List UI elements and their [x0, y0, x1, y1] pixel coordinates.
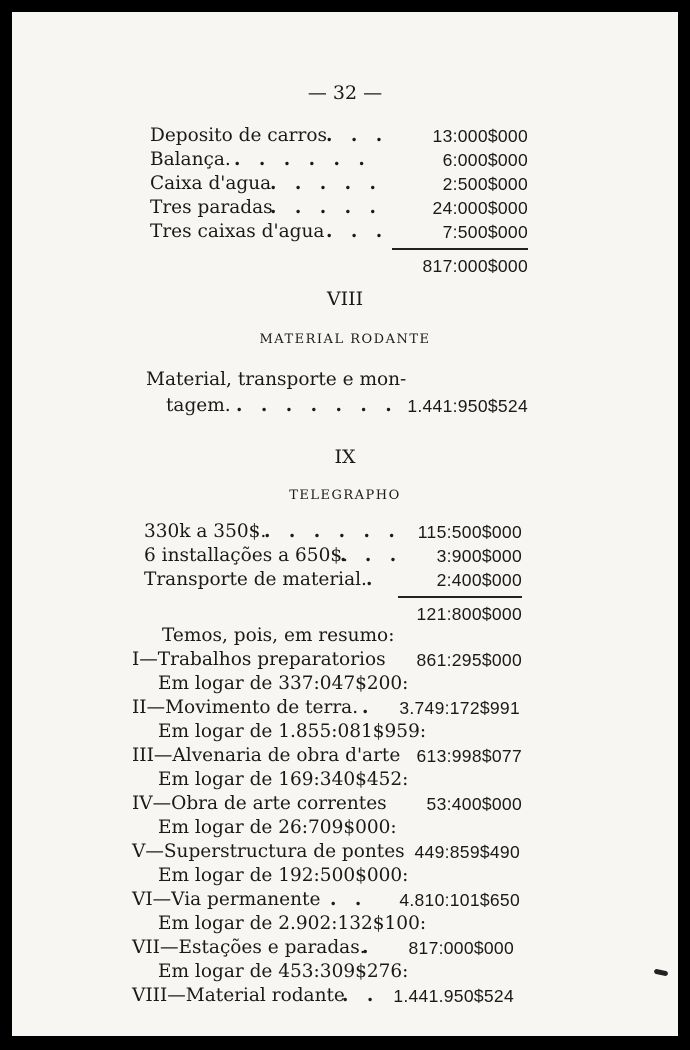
leader-dots: . .: [330, 889, 368, 910]
list-item: [132, 648, 522, 672]
item-label: VII—Estações e paradas.: [132, 937, 366, 958]
list-item: [132, 984, 514, 1008]
item-value: 24:000$000: [432, 198, 528, 218]
list-item: [132, 744, 522, 768]
paragraph-line: Material, transporte e mon-: [146, 369, 407, 390]
leader-dots: .: [366, 569, 379, 590]
item-label: 6 installações a 650$.: [144, 545, 348, 566]
section-total: 817:000$000: [422, 256, 528, 276]
item-label: Deposito de carros: [150, 125, 328, 146]
item-value: 861:295$000: [416, 650, 522, 670]
item-value: 13:000$000: [432, 126, 528, 146]
leader-dots: .: [362, 937, 375, 958]
section-numeral: VIII: [326, 288, 364, 310]
list-item: [132, 936, 514, 960]
item-value: 53:400$000: [426, 794, 522, 814]
item-label: tagem.: [166, 395, 231, 416]
item-value: 817:000$000: [408, 938, 514, 958]
section-title: TELEGRAPHO: [289, 488, 401, 503]
list-item: [150, 220, 528, 244]
list-item: [150, 196, 528, 220]
section-title: MATERIAL RODANTE: [259, 332, 431, 347]
list-item: [150, 124, 528, 148]
item-note: Em logar de 169:340$452:: [158, 769, 409, 790]
item-label: 330k a 350$.: [144, 521, 267, 542]
leader-dots: . . .: [326, 125, 389, 146]
leader-dots: . . . . .: [270, 173, 382, 194]
item-value: 2:500$000: [442, 174, 528, 194]
item-value: 1.441.950$524: [393, 986, 514, 1006]
item-value: 3:900$000: [436, 546, 522, 566]
item-value: 2:400$000: [436, 570, 522, 590]
ink-speck: [654, 969, 669, 977]
item-label: III—Alvenaria de obra d'arte: [132, 745, 401, 766]
item-value: 3.749:172$991: [399, 698, 520, 718]
item-label: Tres caixas d'agua: [150, 221, 325, 242]
item-note: Em logar de 1.855:081$959:: [158, 721, 427, 742]
list-item: [132, 792, 522, 816]
item-label: Caixa d'agua: [150, 173, 272, 194]
item-value: 613:998$077: [416, 746, 522, 766]
item-note: Em logar de 26:709$000:: [158, 817, 397, 838]
item-label: II—Movimento de terra.: [132, 697, 359, 718]
leader-dots: . .: [342, 985, 380, 1006]
item-value: 7:500$000: [442, 222, 528, 242]
list-item: [150, 172, 528, 196]
item-label: VIII—Material rodante: [132, 985, 345, 1006]
list-item: [144, 520, 522, 544]
section-total: 121:800$000: [416, 604, 522, 624]
item-value: 6:000$000: [442, 150, 528, 170]
item-value: 1.441:950$524: [407, 396, 528, 416]
list-item: [150, 148, 528, 172]
leader-dots: . . . . .: [270, 197, 382, 218]
leader-dots: . . . . . . .: [236, 395, 398, 416]
item-label: VI—Via permanente: [132, 889, 321, 910]
page-number: — 32 —: [307, 82, 383, 104]
list-item: [132, 888, 520, 912]
list-item: [132, 840, 520, 864]
item-label: Tres paradas: [150, 197, 273, 218]
item-note: Em logar de 2.902:132$100:: [158, 913, 427, 934]
section-numeral: IX: [334, 446, 356, 468]
list-item: [144, 568, 522, 592]
leader-dots: .: [362, 697, 375, 718]
leader-dots: . . .: [340, 545, 403, 566]
item-note: Em logar de 192:500$000:: [158, 865, 409, 886]
list-item: [144, 544, 522, 568]
item-label: I—Trabalhos preparatorios: [132, 649, 386, 670]
item-label: V—Superstructura de pontes: [132, 841, 405, 862]
sum-rule: [392, 248, 528, 250]
item-note: Em logar de 453:309$276:: [158, 961, 409, 982]
item-label: IV—Obra de arte correntes: [132, 793, 387, 814]
item-note: Em logar de 337:047$200:: [158, 673, 409, 694]
summary-intro: Temos, pois, em resumo:: [162, 625, 395, 646]
item-value: 115:500$000: [417, 522, 522, 542]
sum-rule: [398, 596, 522, 598]
list-item: [132, 696, 520, 720]
item-value: 449:859$490: [414, 842, 520, 862]
leader-dots: . . . . . .: [234, 149, 371, 170]
list-item: [166, 394, 528, 418]
item-value: 4.810:101$650: [399, 890, 520, 910]
leader-dots: . . . . . .: [264, 521, 401, 542]
leader-dots: . . .: [326, 221, 389, 242]
item-label: Balança.: [150, 149, 231, 170]
document-page: [12, 12, 678, 1036]
item-label: Transporte de material.: [144, 569, 367, 590]
